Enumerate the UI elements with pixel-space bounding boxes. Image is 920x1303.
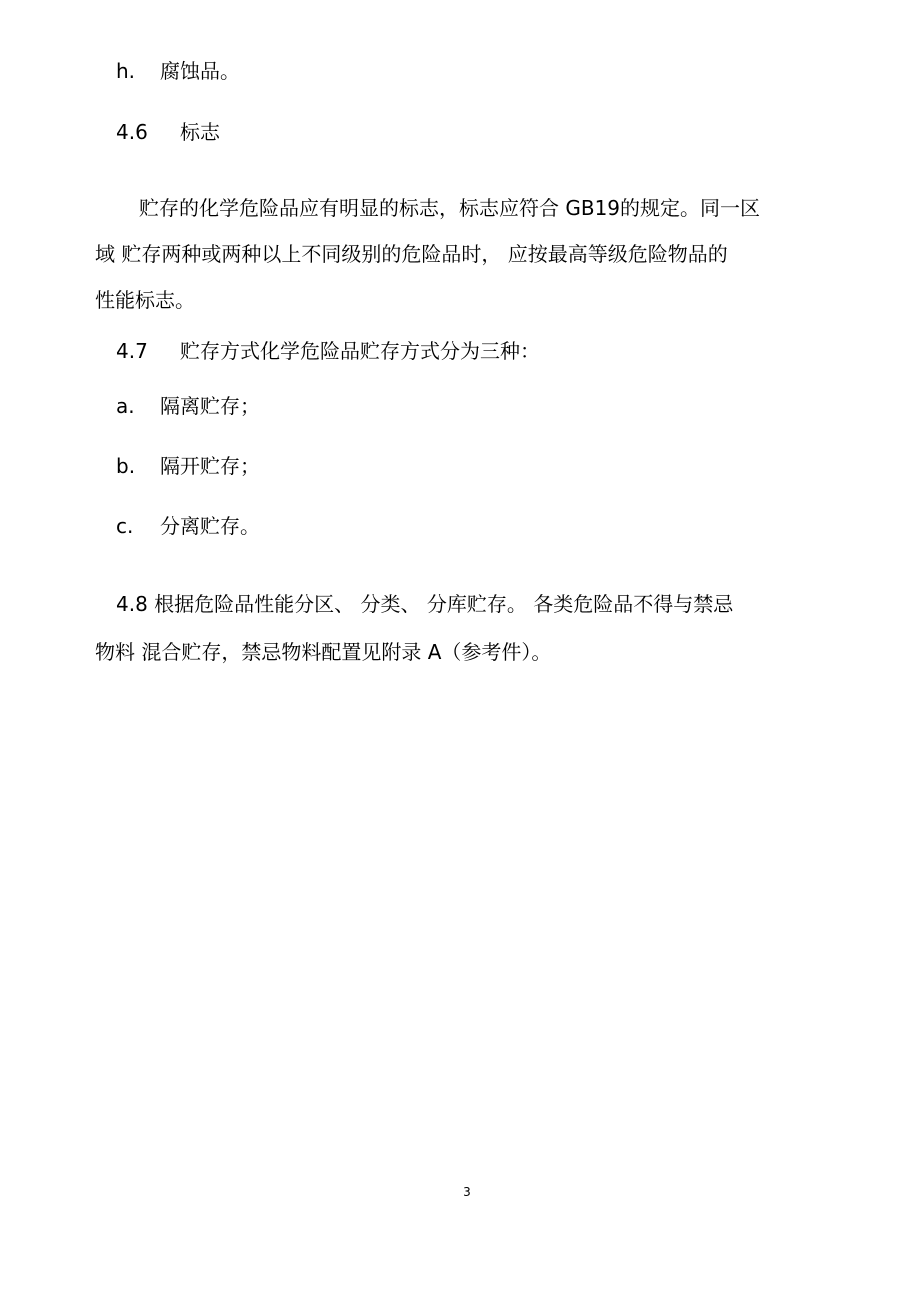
list-item-b [116, 452, 260, 480]
page-number: 3 [463, 1185, 471, 1199]
list-text: 腐蚀品。 [160, 59, 240, 83]
paragraph-line: 4.8 根据危险品性能分区、 分类、 分库贮存。 各类危险品不得与禁忌 [116, 592, 734, 616]
list-item-c [116, 512, 260, 540]
list-label: c. [116, 514, 134, 538]
list-label: a. [116, 394, 135, 418]
list-item-h [116, 57, 240, 85]
section-number: 4.7 [116, 339, 148, 363]
list-label: h. [116, 59, 136, 83]
section-heading-4-6 [116, 118, 220, 146]
paragraph-line: 域 贮存两种或两种以上不同级别的危险品时， 应按最高等级危险物品的 [95, 242, 728, 266]
section-title: 贮存方式化学危险品贮存方式分为三种： [180, 339, 540, 363]
list-text: 隔开贮存； [160, 454, 260, 478]
list-label: b. [116, 454, 136, 478]
paragraph-line: 性能标志。 [95, 288, 195, 312]
paragraph-line: 物料 混合贮存，禁忌物料配置见附录 A（参考件）。 [95, 640, 552, 664]
section-title: 标志 [180, 120, 220, 144]
list-item-a [116, 392, 260, 420]
list-text: 分离贮存。 [160, 514, 260, 538]
section-number: 4.6 [116, 120, 148, 144]
paragraph-line: 贮存的化学危险品应有明显的标志，标志应符合 GB19的规定。同一区 [139, 196, 761, 220]
list-text: 隔离贮存； [160, 394, 260, 418]
section-heading-4-7 [116, 337, 540, 365]
